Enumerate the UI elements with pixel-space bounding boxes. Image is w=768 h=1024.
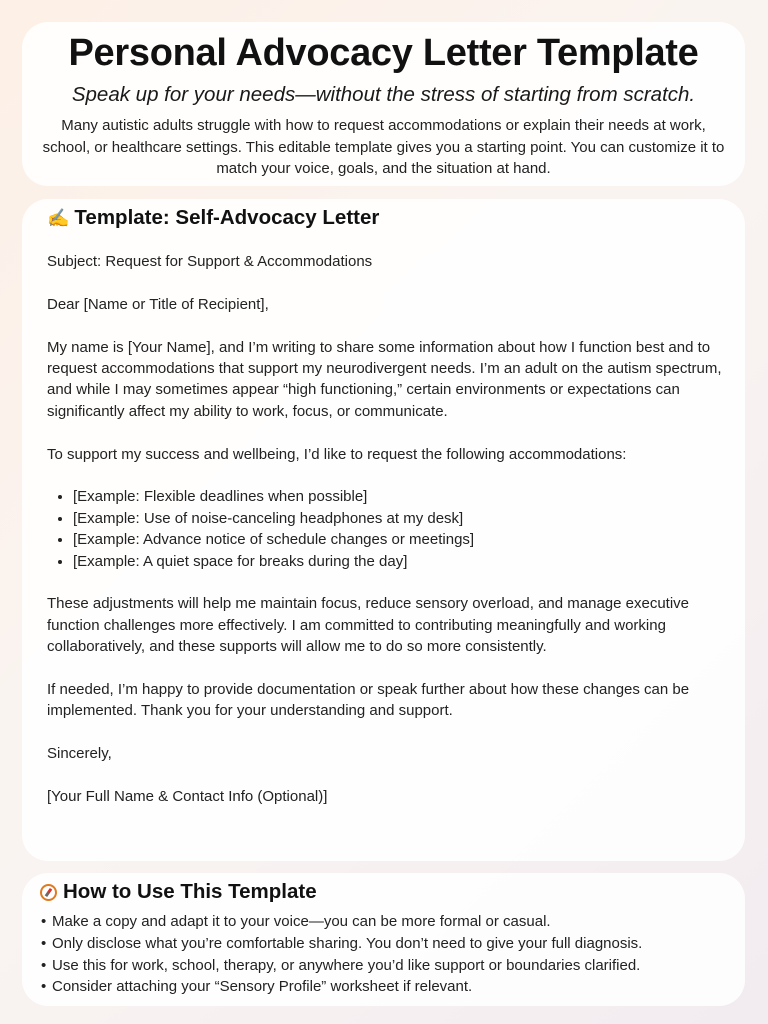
- header-card: [22, 22, 745, 186]
- accommodation-item: • [Example: Advance notice of schedule changes or meetings]: [73, 529, 725, 550]
- howto-card: [22, 873, 745, 1006]
- accommodation-item: • [Example: A quiet space for breaks during the day]: [73, 551, 725, 572]
- letter-greeting: Dear [Name or Title of Recipient],: [47, 295, 269, 313]
- accommodation-item: • [Example: Flexible deadlines when possible]: [73, 486, 725, 507]
- howto-section-title: How to Use This Template: [63, 880, 317, 903]
- howto-tip-text: Make a copy and adapt it to your voice—you can be more formal or casual.: [52, 913, 551, 930]
- letter-subject: Subject: Request for Support & Accommodations: [47, 253, 373, 270]
- template-section-heading: [47, 205, 725, 231]
- compass-icon: [40, 884, 57, 901]
- template-card: [22, 199, 745, 861]
- howto-tip-text: Only disclose what you’re comfortable sharing. You don’t need to give your full diagnosis.: [52, 934, 643, 952]
- page-intro: Many autistic adults struggle with how to request accommodations or explain their needs at work, school, or healthcare settings. This editable template gives you a starting point. You can customize it to match your voice, goals, and the situation at hand.: [42, 117, 725, 177]
- howto-section-heading: [40, 879, 731, 905]
- howto-tip: [40, 976, 731, 998]
- howto-tip-text: Consider attaching your “Sensory Profile” worksheet if relevant.: [52, 978, 473, 996]
- template-section-title: Template: Self-Advocacy Letter: [74, 206, 380, 229]
- letter-paragraph-request: To support my success and wellbeing, I’d like to request the following accommodations:: [47, 445, 627, 463]
- writing-hand-icon: ✍️: [47, 208, 70, 228]
- letter-signature: [Your Full Name & Contact Info (Optional)]: [47, 788, 328, 806]
- letter-paragraph-intro: My name is [Your Name], and I’m writing to share some information about how I function best and to request accommodations that support my neurodivergent needs. I’m an adult on the autism spectrum, and while I may sometimes appear “high functioning,” certain environments or expectations can significantly affect my ability to work, focus, or communicate.: [47, 338, 722, 420]
- accommodations-list: [47, 486, 725, 572]
- howto-tip: [40, 955, 731, 977]
- letter-closing: Sincerely,: [47, 745, 112, 763]
- page-subtitle: Speak up for your needs—without the stress of starting from scratch.: [71, 83, 696, 106]
- letter-paragraph-followup: If needed, I’m happy to provide documentation or speak further about how these changes can be implemented. Thank you for your understanding and support.: [47, 681, 690, 720]
- accommodation-item: • [Example: Use of noise-canceling headphones at my desk]: [73, 508, 725, 529]
- howto-tip: [40, 933, 731, 955]
- howto-list: [40, 911, 731, 998]
- howto-tip: [40, 911, 731, 933]
- letter-paragraph-benefits: These adjustments will help me maintain focus, reduce sensory overload, and manage executive function challenges more effectively. I am committed to contributing meaningfully and working collaboratively, and these supports will allow me to do so more consistently.: [47, 595, 690, 656]
- letter-body: [47, 251, 725, 807]
- page-title: Personal Advocacy Letter Template: [68, 32, 699, 74]
- howto-tip-text: Use this for work, school, therapy, or anywhere you’d like support or boundaries clarified.: [52, 956, 641, 974]
